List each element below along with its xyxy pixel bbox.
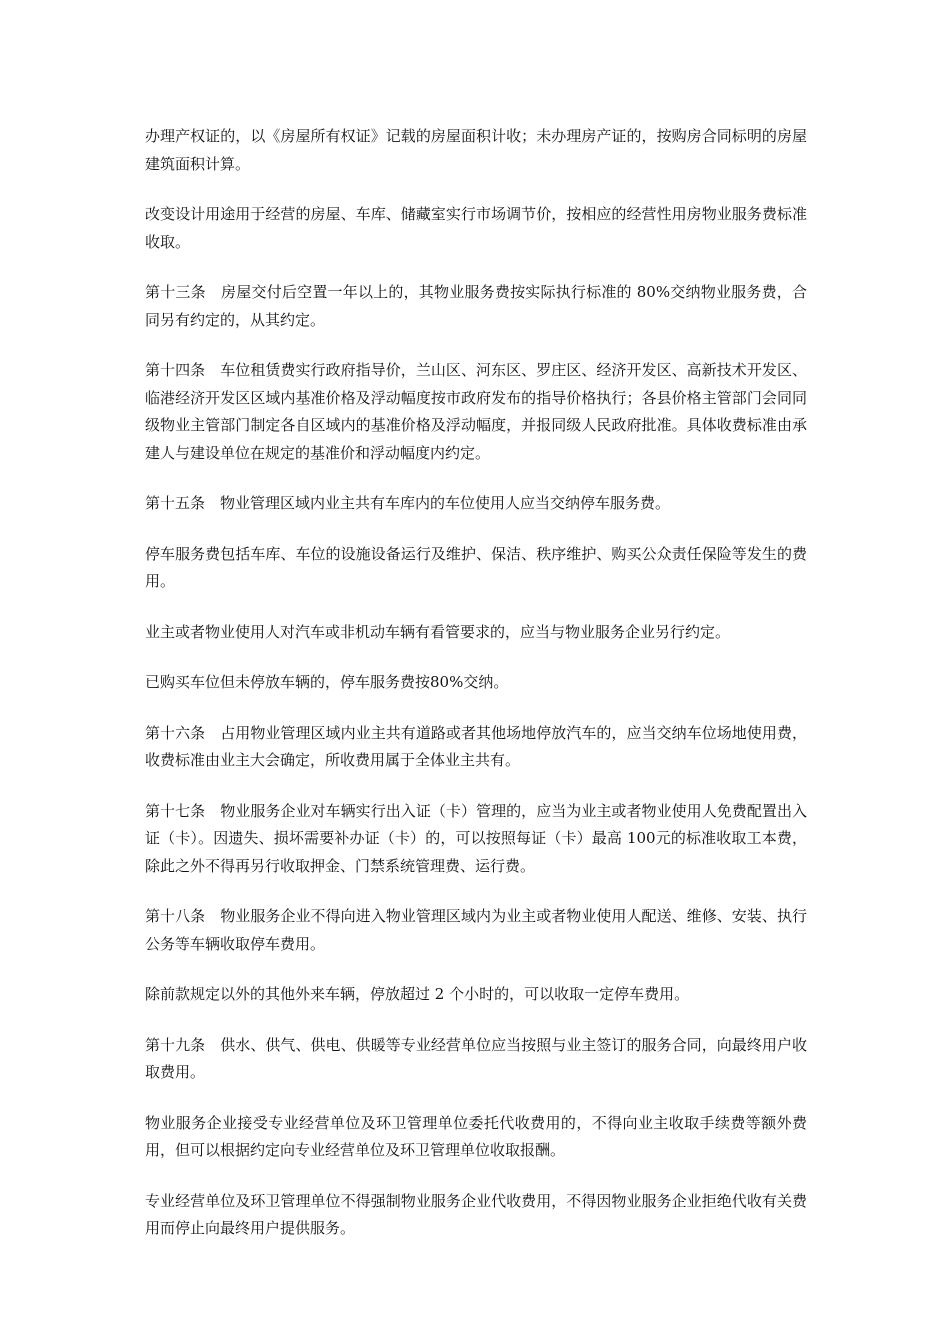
paragraph-article-19: 第十九条 供水、供气、供电、供暖等专业经营单位应当按照与业主签订的服务合同，向最终用户收取费用。 [145,1035,807,1081]
paragraph-article-14: 第十四条 车位租赁费实行政府指导价，兰山区、河东区、罗庄区、经济开发区、高新技术开发区、临港经济开发区区域内基准价格及浮动幅度按市政府发布的指导价格执行；各县价格主管部门会同同级物业主管部门制定各自区域内的基准价格及浮动幅度，并报同级人民政府批准。具体收费标准由承建人与建设单位在规定的基准价和浮动幅度内约定。 [145,361,807,462]
paragraph-1: 办理产权证的，以《房屋所有权证》记载的房屋面积计收；未办理房产证的，按购房合同标明的房屋建筑面积计算。 [145,127,807,173]
paragraph-8: 已购买车位但未停放车辆的，停车服务费按80%交纳。 [145,673,509,691]
paragraph-15: 专业经营单位及环卫管理单位不得强制物业服务企业代收费用，不得因物业服务企业拒绝代收有关费用而停止向最终用户提供服务。 [145,1191,807,1237]
paragraph-article-16: 第十六条 占用物业管理区域内业主共有道路或者其他场地停放汽车的，应当交纳车位场地使用费，收费标准由业主大会确定，所收费用属于全体业主共有。 [145,723,807,769]
paragraph-14: 物业服务企业接受专业经营单位及环卫管理单位委托代收费用的，不得向业主收取手续费等额外费用，但可以根据约定向专业经营单位及环卫管理单位收取报酬。 [145,1113,807,1159]
paragraph-7: 业主或者物业使用人对汽车或非机动车辆有看管要求的，应当与物业服务企业另行约定。 [145,622,731,641]
document-body [145,123,807,1266]
paragraph-article-13: 第十三条 房屋交付后空置一年以上的，其物业服务费按实际执行标准的 80%交纳物业服务费，合同另有约定的，从其约定。 [145,283,807,329]
paragraph-article-17: 第十七条 物业服务企业对车辆实行出入证（卡）管理的，应当为业主或者物业使用人免费配置出入证（卡）。因遗失、损坏需要补办证（卡）的，可以按照每证（卡）最高 100元的标准收取工本费，除此之外不得再另行收取押金、门禁系统管理费、运行费。 [145,801,807,875]
paragraph-2: 改变设计用途用于经营的房屋、车库、储藏室实行市场调节价，按相应的经营性用房物业服务费标准收取。 [145,205,807,251]
paragraph-article-18: 第十八条 物业服务企业不得向进入物业管理区域内为业主或者物业使用人配送、维修、安装、执行公务等车辆收取停车费用。 [145,907,807,953]
paragraph-6: 停车服务费包括车库、车位的设施设备运行及维护、保洁、秩序维护、购买公众责任保险等发生的费用。 [145,544,807,590]
paragraph-12: 除前款规定以外的其他外来车辆，停放超过 2 个小时的，可以收取一定停车费用。 [145,985,690,1003]
paragraph-article-15: 第十五条 物业管理区域内业主共有车库内的车位使用人应当交纳停车服务费。 [145,494,671,512]
